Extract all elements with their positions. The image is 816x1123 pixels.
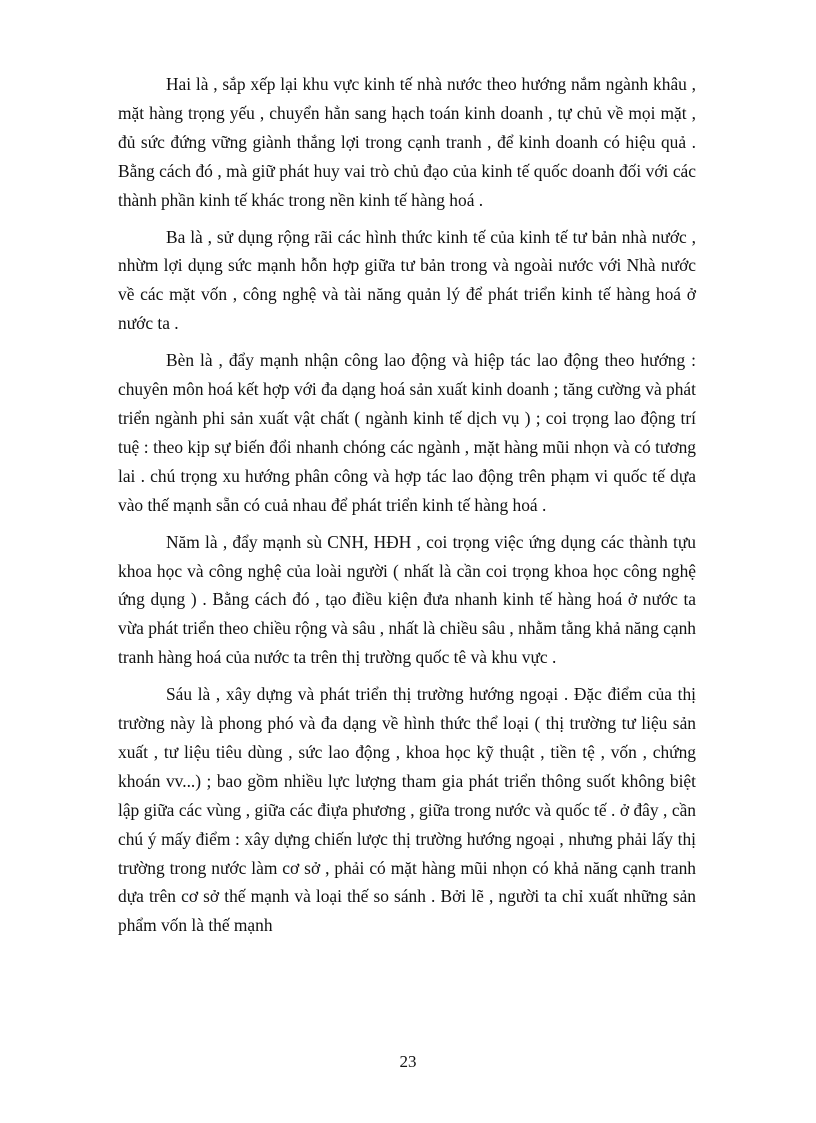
paragraph-hai-la: Hai là , sắp xếp lại khu vực kinh tế nhà nước theo hướng nắm ngành khâu , mặt hàng trọng yếu , chuyển hẳn sang hạch toán kinh doanh , tự chủ về mọi mặt , đủ sức đứng vững giành thắng lợi trong cạnh tranh , để kinh doanh có hiệu quả . Bằng cách đó , mà giữ phát huy vai trò chủ đạo của kinh tế quốc doanh đối với các thành phần kinh tế khác trong nền kinh tế hàng hoá .: [118, 74, 696, 210]
paragraph-ba-la: Ba là , sử dụng rộng rãi các hình thức kinh tế của kinh tế tư bản nhà nước , nhừm lợi dụng sức mạnh hỗn hợp giữa tư bản trong và ngoài nước với Nhà nước về các mặt vốn , công nghệ và tài năng quản lý để phát triển kinh tế hàng hoá ở nước ta .: [118, 226, 696, 334]
paragraph-ben-la: Bèn là , đẩy mạnh nhận công lao động và hiệp tác lao động theo hướng : chuyên môn hoá kết hợp với đa dạng hoá sản xuất kinh doanh ; tăng cường và phát triển ngành phi sản xuất vật chất ( ngành kinh tế dịch vụ ) ; coi trọng lao động trí tuệ : theo kịp sự biến đổi nhanh chóng các ngành , mặt hàng mũi nhọn và có tương lai . chú trọng xu hướng phân công và hợp tác lao động trên phạm vi quốc tế dựa vào thế mạnh sẵn có cuả nhau để phát triển kinh tế hàng hoá .: [118, 350, 696, 515]
page-number: 23: [399, 1052, 417, 1071]
document-body: [118, 70, 696, 948]
paragraph-nam-la: Năm là , đẩy mạnh sù CNH, HĐH , coi trọng việc ứng dụng các thành tựu khoa học và công nghệ của loài người ( nhất là cần coi trọng khoa học công nghệ ứng dụng ) . Bằng cách đó , tạo điều kiện đưa nhanh kinh tế hàng hoá ở nước ta vừa phát triển theo chiều rộng và sâu , nhất là chiều sâu , nhằm tằng khả năng cạnh tranh hàng hoá của nước ta trên thị trường quốc tê và khu vực .: [118, 531, 696, 668]
paragraph-sau-la: Sáu là , xây dựng và phát triển thị trường hướng ngoại . Đặc điểm của thị trường này là phong phó và đa dạng về hình thức thể loại ( thị trường tư liệu sản xuất , tư liệu tiêu dùng , sức lao động , khoa học kỹ thuật , tiền tệ , vốn , chứng khoán vv...) ; bao gồm nhiều lực lượng tham gia phát triển thông suốt không biệt lập giữa các vùng , giữa các điựa phương , giữa trong nước và quốc tế . ở đây , cần chú ý mấy điểm : xây dựng chiến lược thị trường hướng ngoại , nhưng phải lấy thị trường trong nước làm cơ sở , phải có mặt hàng mũi nhọn có khả năng cạnh tranh dựa trên cơ sở thế mạnh và loại thế so sánh . Bởi lẽ , người ta chỉ xuất những sản phẩm vốn là thế mạnh: [118, 684, 696, 936]
